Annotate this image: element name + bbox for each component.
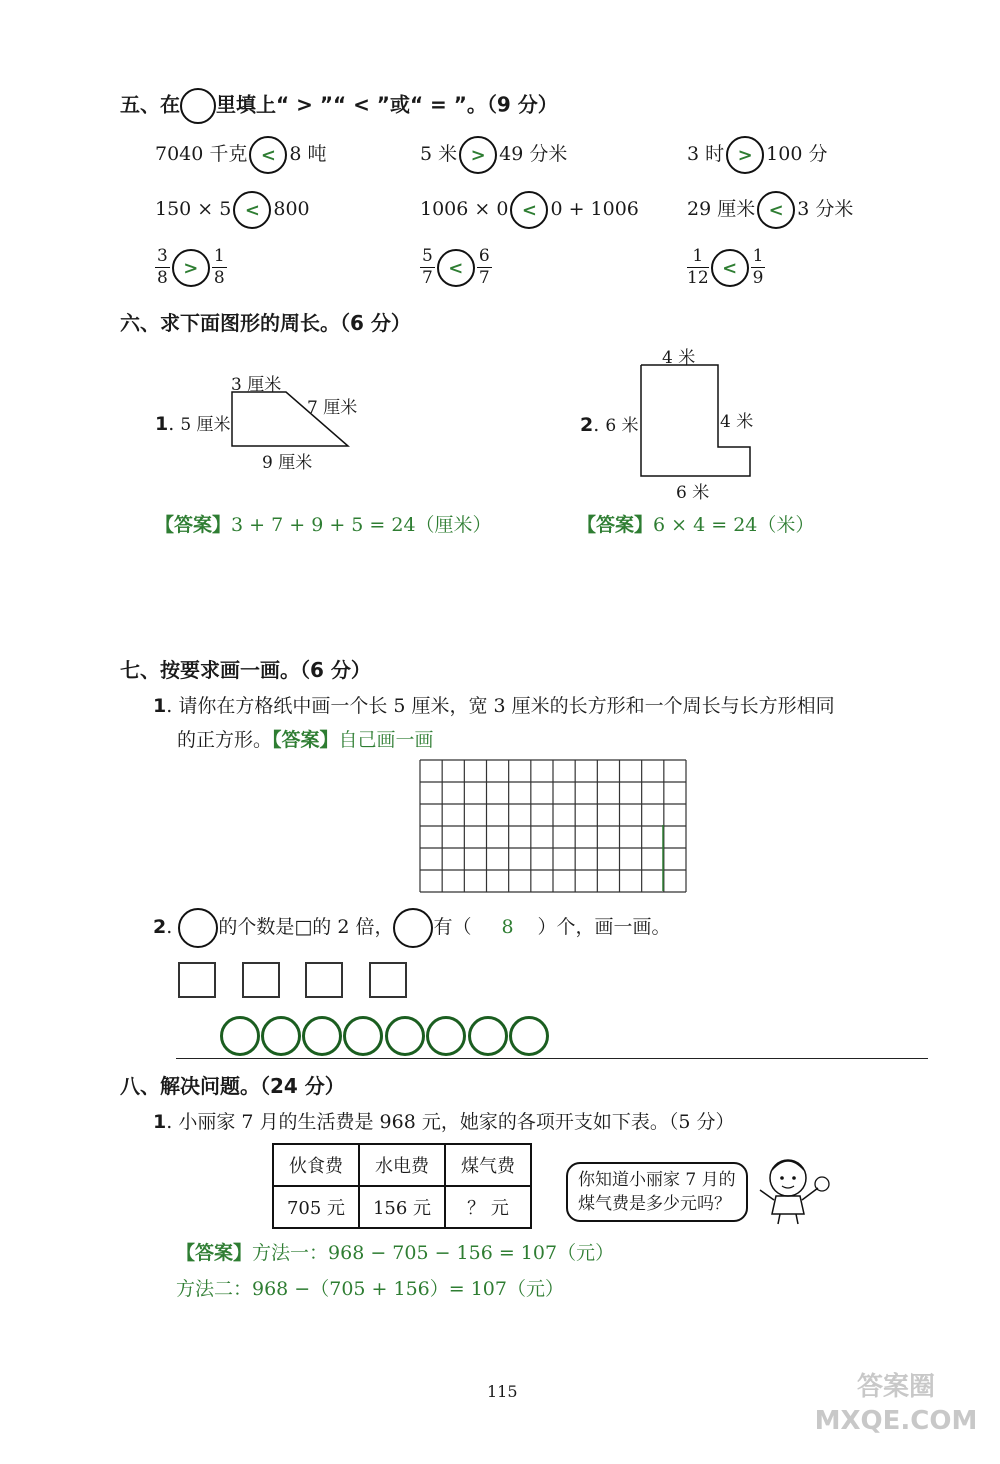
fig2-label-left: 2. 6 米 <box>580 414 639 436</box>
compare-fraction-2: $\frac{5}{7}$ < $\frac{6}{7}$ <box>422 246 490 288</box>
compare-fraction-1: $\frac{3}{8}$ > $\frac{1}{8}$ <box>157 246 225 288</box>
compare-item-3: 3 时 > 100 分 <box>687 136 827 174</box>
green-circle <box>426 1016 466 1056</box>
compare-item-1: 7040 千克 < 8 吨 <box>155 136 327 174</box>
circle-icon <box>180 88 216 124</box>
green-circle <box>385 1016 425 1056</box>
circle-icon <box>178 908 218 948</box>
compare-fraction-3: $\frac{1}{12}$ < $\frac{1}{9}$ <box>687 246 764 288</box>
compare-item-2: 5 米 > 49 分米 <box>420 136 567 174</box>
compare-item-6: 29 厘米 < 3 分米 <box>687 191 853 229</box>
compare-item-4: 150 × 5 < 800 <box>155 191 310 229</box>
q7-2-answer: 8 <box>501 916 514 938</box>
q8-1-text: 1. 小丽家 7 月的生活费是 968 元，她家的各项开支如下表。（5 分） <box>153 1111 735 1133</box>
table-header: 伙食费 <box>273 1144 359 1186</box>
table-cell: ？ 元 <box>445 1186 531 1228</box>
q7-1-text: 1. 请你在方格纸中画一个长 5 厘米，宽 3 厘米的长方形和一个周长与长方形相同 <box>153 695 835 717</box>
divider <box>176 1058 928 1059</box>
green-circle <box>302 1016 342 1056</box>
section-7-title: 七、按要求画一画。（6 分） <box>120 658 371 682</box>
fig2-label-right: 4 米 <box>720 412 754 432</box>
fig2-label-top: 4 米 <box>662 348 696 368</box>
section-6-title: 六、求下面图形的周长。（6 分） <box>120 311 411 335</box>
green-circle <box>261 1016 301 1056</box>
green-circle <box>220 1016 260 1056</box>
answer-fig1: 【答案】3 + 7 + 9 + 5 = 24（厘米） <box>155 514 492 536</box>
compare-item-5: 1006 × 0 < 0 + 1006 <box>420 191 639 229</box>
table-header: 煤气费 <box>445 1144 531 1186</box>
answer-fig2: 【答案】6 × 4 = 24（米） <box>577 514 815 536</box>
table-cell: 156 元 <box>359 1186 445 1228</box>
girl-cartoon-icon <box>752 1140 836 1226</box>
expense-table <box>272 1143 532 1229</box>
fig1-label-bottom: 9 厘米 <box>262 453 313 473</box>
green-circle <box>343 1016 383 1056</box>
green-circle <box>468 1016 508 1056</box>
q7-2-text: 2. 的个数是□的 2 倍， 有（ 8 ）个，画一画。 <box>153 908 671 948</box>
grid-paper <box>419 759 687 893</box>
answer-method-2: 方法二：968 −（705 + 156）= 107（元） <box>176 1278 564 1300</box>
page-number: 115 <box>487 1382 518 1401</box>
fig1-label-slant: 7 厘米 <box>307 398 358 418</box>
table-cell: 705 元 <box>273 1186 359 1228</box>
square-shape <box>305 962 343 998</box>
q7-1-text-line2: 的正方形。【答案】自己画一画 <box>177 729 434 751</box>
green-circle <box>509 1016 549 1056</box>
square-shape <box>178 962 216 998</box>
fig2-label-bottom: 6 米 <box>676 483 710 503</box>
fig1-label-top: 3 厘米 <box>231 375 282 395</box>
section-5-title: 五、在 里填上“ > ”“ < ”或“ = ”。（9 分） <box>120 88 558 124</box>
circle-icon <box>393 908 433 948</box>
fig1-label-left: 1. 5 厘米 <box>155 413 231 435</box>
square-shape <box>369 962 407 998</box>
watermark: 答案圈 MXQE.COM <box>814 1372 978 1436</box>
speech-bubble: 你知道小丽家 7 月的 煤气费是多少元吗？ <box>566 1162 748 1222</box>
table-header: 水电费 <box>359 1144 445 1186</box>
section-8-title: 八、解决问题。（24 分） <box>120 1074 345 1098</box>
answer-method-1: 【答案】方法一：968 − 705 − 156 = 107（元） <box>176 1242 615 1264</box>
square-shape <box>242 962 280 998</box>
